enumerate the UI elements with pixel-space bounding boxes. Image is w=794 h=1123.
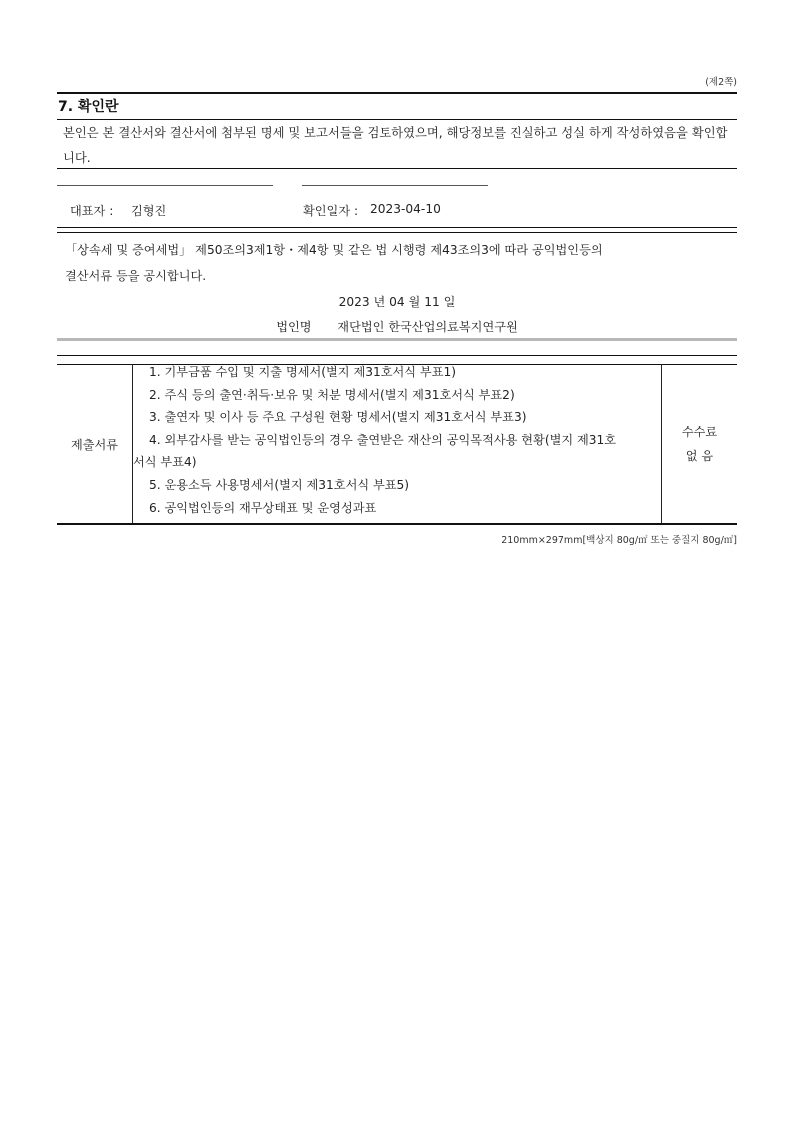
- date-line: [302, 185, 488, 186]
- date-label: 확인일자 :: [303, 204, 359, 218]
- documents-list: [133, 361, 661, 519]
- list-item: 4. 외부감사를 받는 공익법인등의 경우 출연받은 재산의 공익목적사용 현황(별지 제31호: [149, 432, 617, 447]
- list-item: 1. 기부금품 수입 및 지출 명세서(별지 제31호서식 부표1): [149, 365, 456, 379]
- divider-lower: [57, 232, 737, 233]
- representative-label: 대표자 :: [70, 204, 114, 218]
- confirmation-date: 2023-04-10: [370, 202, 441, 216]
- fee-label: 수수료: [681, 425, 718, 439]
- list-item: 2. 주식 등의 출연·취득·보유 및 처분 명세서(별지 제31호서식 부표2): [149, 387, 515, 402]
- notice-line-1: 「상속세 및 증여세법」 제50조의3제1항・제4항 및 같은 법 시행령 제43조의3에 따라 공익법인등의: [65, 243, 603, 257]
- paper-size-note: 210mm×297mm[백상지 80g/㎡ 또는 중질지 80g/㎡]: [501, 535, 737, 546]
- organization-label: 법인명: [276, 320, 312, 334]
- representative-name: 김형진: [131, 204, 167, 218]
- signature-line: [57, 185, 273, 186]
- list-item: 5. 운용소득 사용명세서(별지 제31호서식 부표5): [149, 477, 410, 492]
- divider-upper: [57, 227, 737, 228]
- list-item: 서식 부표4): [133, 455, 197, 470]
- fee-cell: [662, 365, 737, 523]
- confirmation-text: 본인은 본 결산서와 결산서에 첨부된 명세 및 보고서들을 검토하였으며, 해당정보를 진실하고 성실 하게 작성하였음을 확인합니다.: [63, 126, 728, 165]
- fee-value: 없 음: [685, 449, 714, 463]
- list-item: 3. 출연자 및 이사 등 주요 구성원 현황 명세서(별지 제31호서식 부표3): [149, 410, 527, 425]
- top-border: [57, 92, 737, 94]
- organization-name: 재단법인 한국산업의료복지연구원: [337, 320, 518, 334]
- documents-label: 제출서류: [70, 437, 119, 452]
- title-divider: [57, 119, 737, 120]
- organization-row: [57, 318, 737, 335]
- table-top-border: [57, 355, 737, 356]
- section-title: 7. 확인란: [58, 99, 119, 115]
- notice-line-2: 결산서류 등을 공시합니다.: [65, 269, 207, 283]
- grey-separator: [57, 338, 737, 341]
- table-bottom-border: [57, 523, 737, 525]
- notice-date: 2023 년 04 월 11 일: [338, 295, 456, 309]
- list-item: 6. 공익법인등의 재무상태표 및 운영성과표: [149, 500, 377, 515]
- page-number: (제2쪽): [705, 77, 737, 88]
- confirmation-divider: [57, 168, 737, 169]
